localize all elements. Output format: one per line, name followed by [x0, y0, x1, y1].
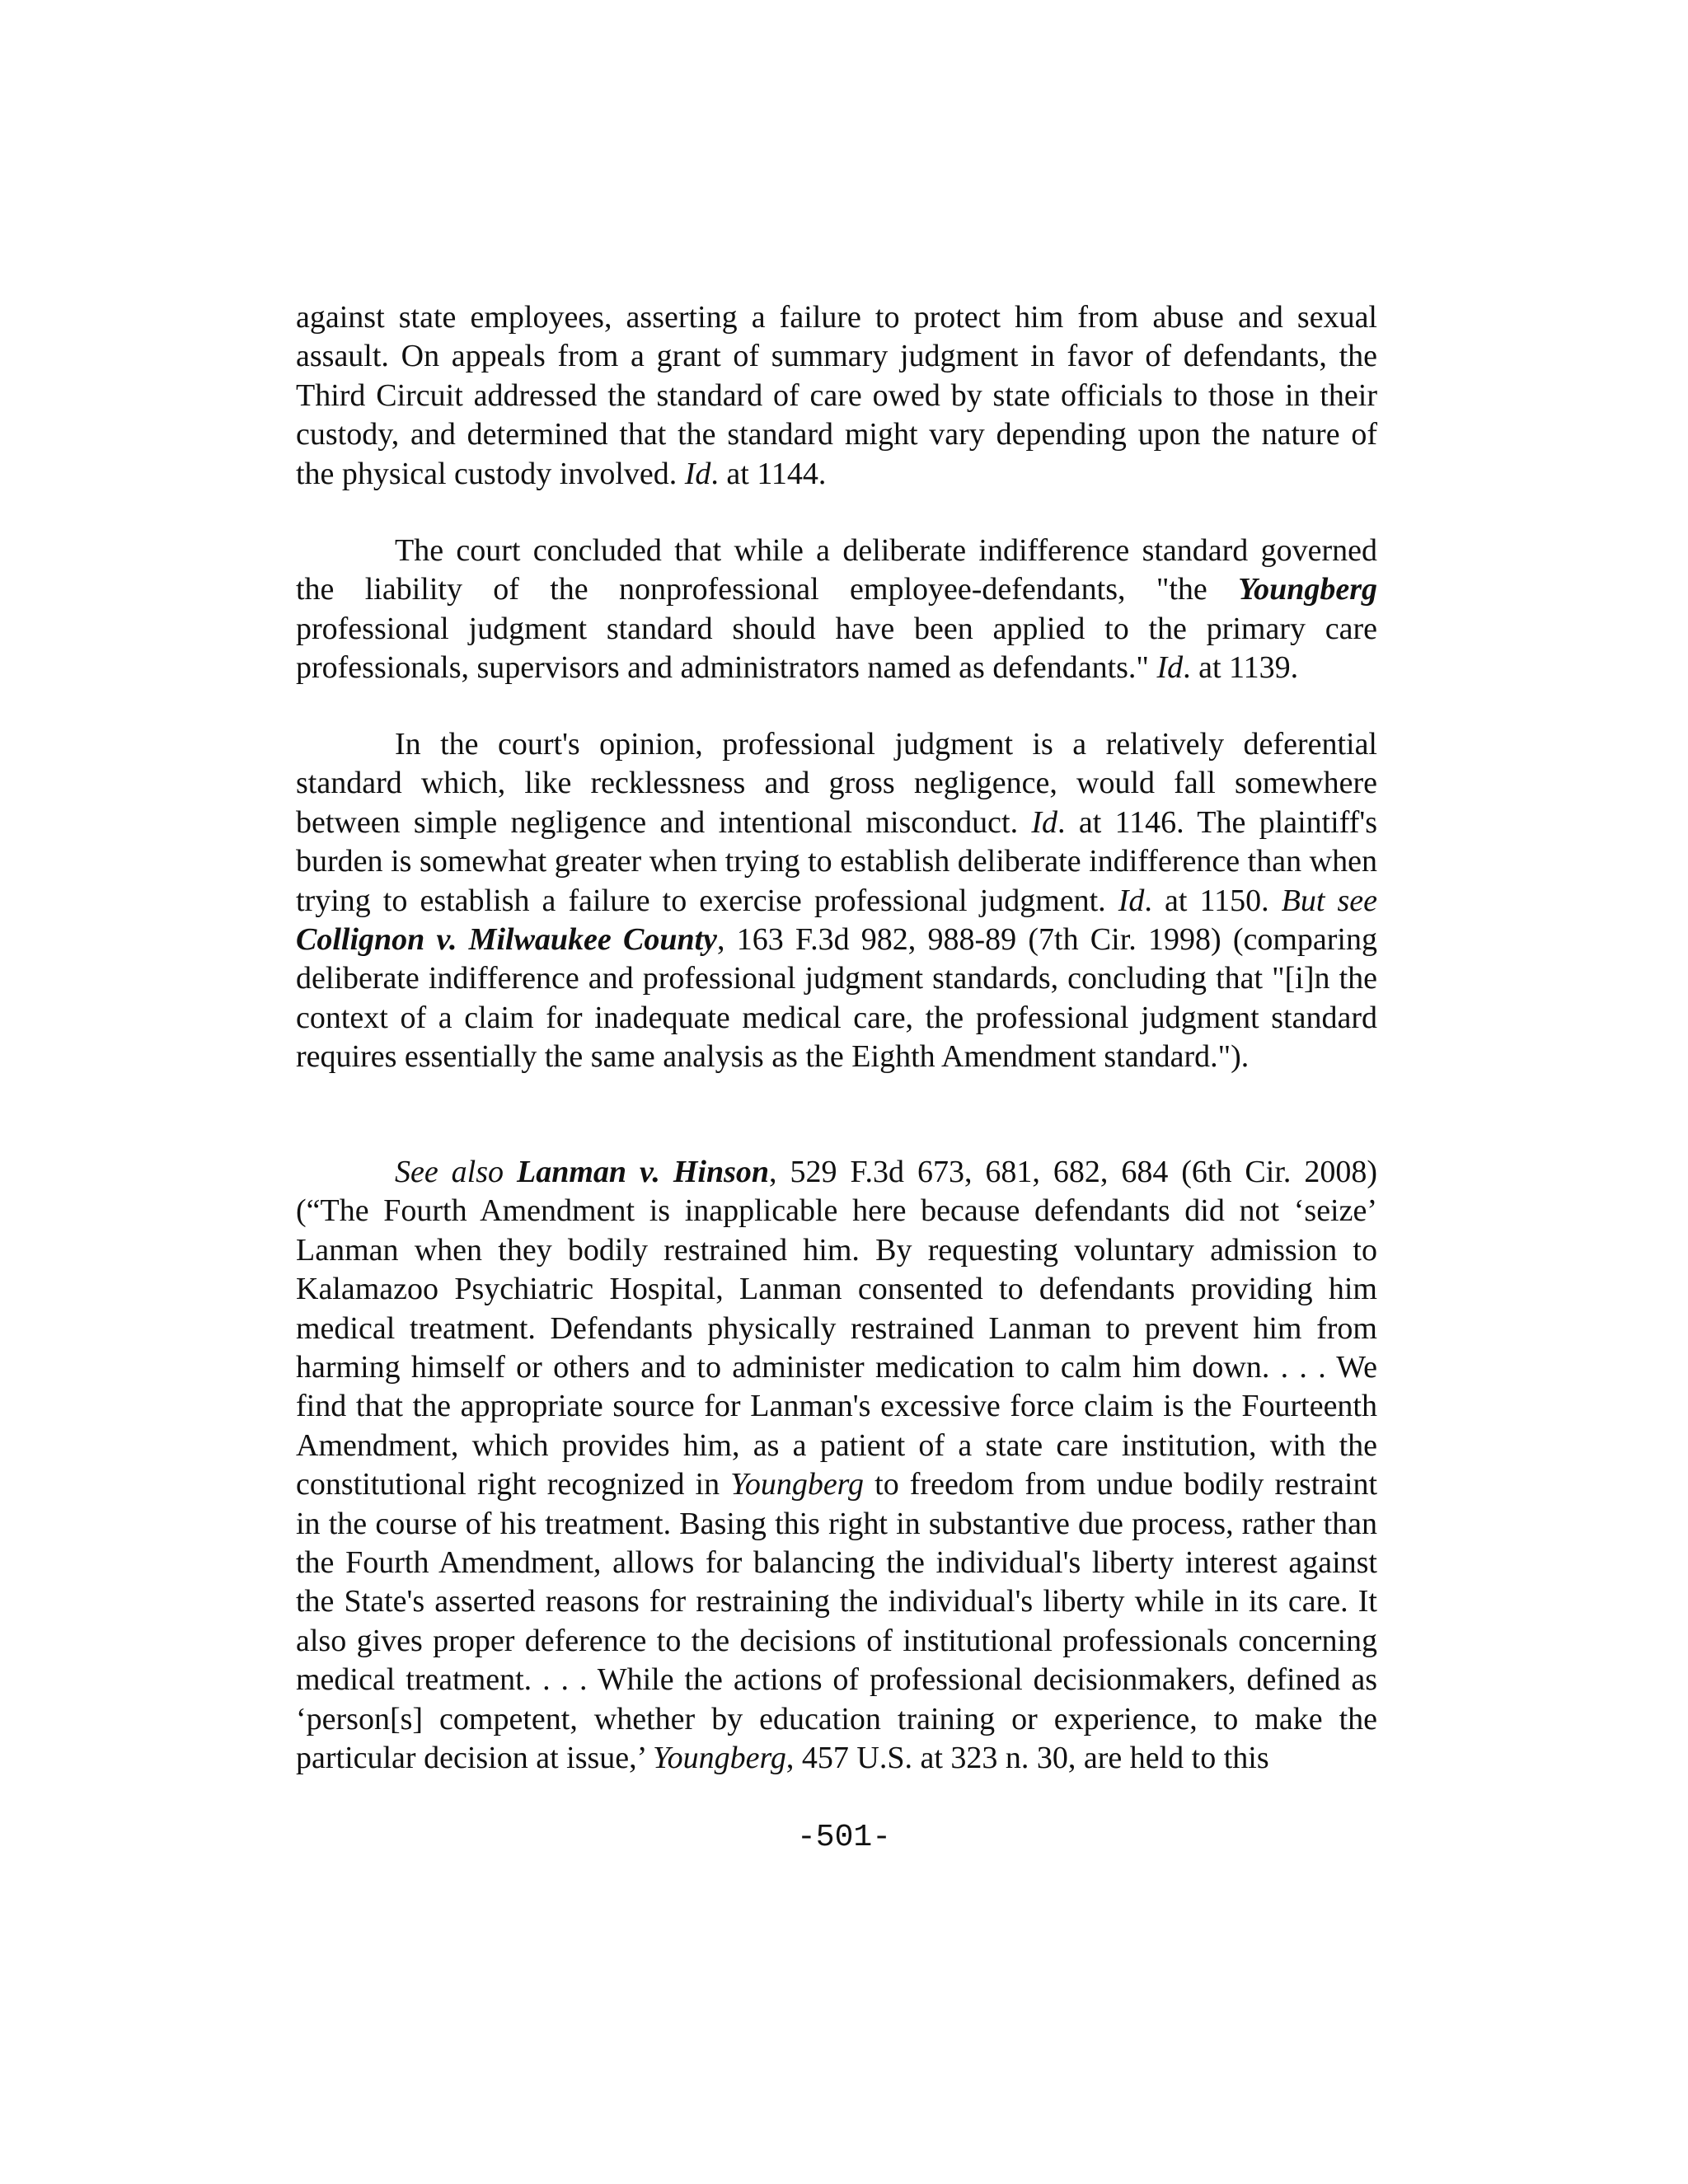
case-name-emphasis [296, 922, 717, 957]
case-name: Youngberg [1238, 572, 1377, 607]
italic-citation: Youngberg [652, 1741, 786, 1776]
page-number: -501- [796, 1820, 892, 1855]
text-run: . at 1139. [1183, 650, 1299, 686]
text-run: , 163 F.3d 982, 988-89 (7th Cir. 1998) (comparing deliberate indifference and professional judgment standards, concluding that "[i]n the context of a claim for inadequate medical care, the professional judgment standard requires essentially the same analysis as the Eighth Amendment standard."). [296, 922, 1377, 1075]
paragraph-1 [296, 298, 1377, 494]
case-name: Collignon v. Milwaukee County [296, 922, 718, 958]
text-run: professional judgment standard should have been applied to the primary care professionals, supervisors and administrators named as defendants." [296, 611, 1377, 686]
italic-citation: Id [1156, 650, 1184, 686]
paragraph-3 [296, 725, 1377, 1077]
italic-citation: Id [1031, 804, 1058, 840]
case-name: Lanman v. Hinson [516, 1155, 770, 1189]
case-name-emphasis [517, 1155, 769, 1189]
text-run: The court concluded that while a deliberate indifference standard governed the liability of the nonprofessional employee-defendants, "the [296, 533, 1377, 607]
text-run: . at 1144. [710, 456, 827, 491]
text-run: . at 1146. The plaintiff's burden is somewhat greater when trying to establish deliberate indifference than when trying to establish a failure to exercise professional judgment. [296, 804, 1377, 918]
italic-citation: See also [395, 1155, 504, 1189]
case-name-emphasis [1238, 572, 1377, 607]
italic-citation: Id [684, 456, 711, 491]
paragraph-2 [296, 532, 1377, 688]
text-run: . at 1150. [1144, 883, 1282, 918]
italic-citation: Id [1118, 883, 1145, 918]
italic-citation: Youngberg [730, 1467, 865, 1502]
text-run: against state employees, asserting a failure to protect him from abuse and sexual assault. On appeals from a grant of summary judgment in favor of defendants, the Third Circuit addressed the standard of care owed by state officials to those in their custody, and determined that the standard might vary depending upon the nature of the physical custody involved. [296, 300, 1377, 491]
text-run: to freedom from undue bodily restraint in the course of his treatment. Basing this right in substantive due process, rather than the Fourth Amendment, allows for balancing the individual's liberty interest against the State's asserted reasons for restraining the individual's liberty while in its care. It also gives proper deference to the decisions of institutional professionals concerning medical treatment. . . . While the actions of professional decisionmakers, defined as ‘person[s] competent, whether by education training or experience, to make the particular decision at issue,’ [296, 1467, 1377, 1776]
text-run [504, 1155, 517, 1189]
paragraph-4 [296, 1153, 1377, 1779]
text-run: In the court's opinion, professional judgment is a relatively deferential standard which, like recklessness and gross negligence, would fall somewhere between simple negligence and intentional misconduct. [296, 727, 1377, 840]
text-run: , 457 U.S. at 323 n. 30, are held to this [785, 1741, 1269, 1776]
italic-citation: But see [1281, 883, 1378, 918]
text-run: , 529 F.3d 673, 681, 682, 684 (6th Cir. 2008) (“The Fourth Amendment is inapplicable here because defendants did not ‘seize’ Lanman when they bodily restrained him. By requesting voluntary admission to Kalamazoo Psychiatric Hospital, Lanman consented to defendants providing him medical treatment. Defendants physically restrained Lanman to prevent him from harming himself or others and to administer medication to calm him down. . . . We find that the appropriate source for Lanman's excessive force claim is the Fourteenth Amendment, which provides him, as a patient of a state care institution, with the constitutional right recognized in [296, 1155, 1377, 1502]
